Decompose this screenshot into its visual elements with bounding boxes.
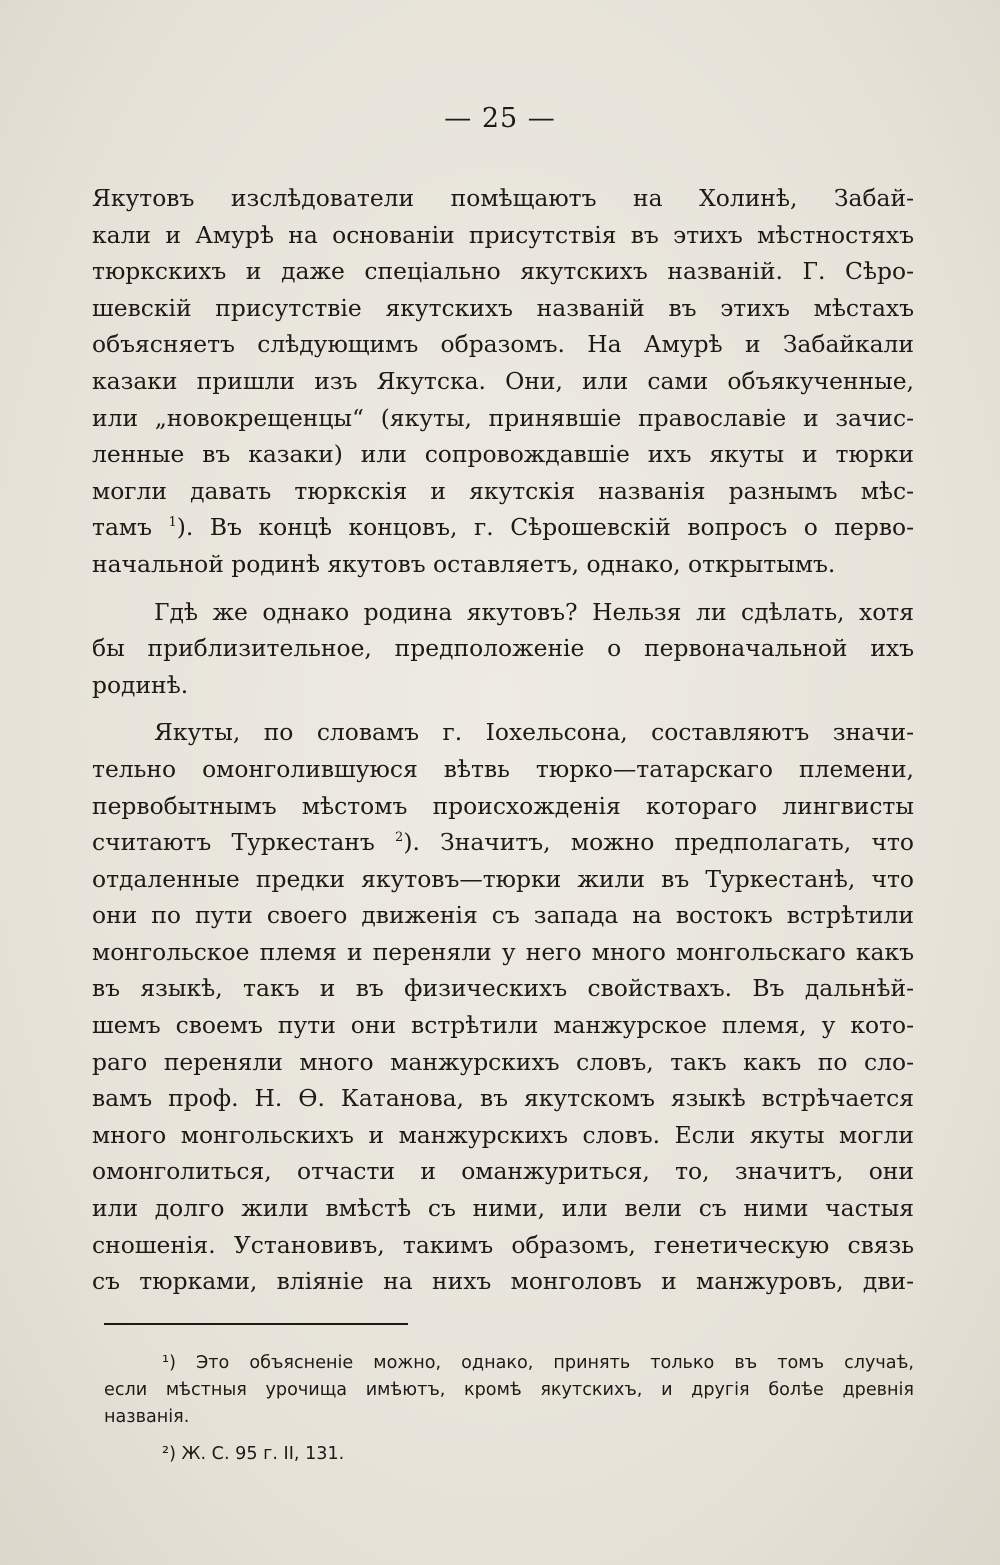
footnote-ref-2: 2	[395, 830, 404, 846]
text-line: они по пути своего движенія съ запада на востокъ встрѣтили	[92, 901, 914, 930]
text-line: много монгольскихъ и манжурскихъ словъ. Если якуты могли	[92, 1120, 914, 1149]
text-fragment: ). Въ концѣ концовъ, г. Сѣрошевскій вопросъ о перво-	[176, 513, 914, 542]
footnote-ref-1: 1	[168, 515, 177, 531]
text-line: шевскій присутствіе якутскихъ названій въ этихъ мѣстахъ	[92, 293, 914, 322]
text-line: раго переняли много манжурскихъ словъ, такъ какъ по сло-	[92, 1047, 914, 1076]
body-text	[92, 180, 914, 1300]
text-fragment: тамъ	[92, 513, 169, 542]
text-line: казаки пришли изъ Якутска. Они, или сами объякученные,	[92, 366, 914, 395]
text-line: начальной родинѣ якутовъ оставляетъ, однако, открытымъ.	[92, 549, 836, 578]
text-line: тюркскихъ и даже спеціально якутскихъ названій. Г. Сѣро-	[92, 257, 914, 286]
footnote-line: названія.	[104, 1407, 190, 1427]
text-line: Якуты, по словамъ г. Іохельсона, составляютъ значи-	[154, 718, 914, 747]
text-line: съ тюрками, вліяніе на нихъ монголовъ и манжуровъ, дви-	[92, 1267, 914, 1296]
text-line-with-footnote-ref	[92, 509, 914, 546]
footnote-text: ) Это объясненіе можно, однако, принять только въ томъ случаѣ,	[169, 1353, 914, 1373]
footnotes	[104, 1350, 914, 1468]
text-line: тельно омонголившуюся вѣтвь тюрко—татарскаго племени,	[92, 754, 914, 783]
text-fragment: ). Значитъ, можно предполагать, что	[403, 828, 914, 857]
text-line: монгольское племя и переняли у него много монгольскаго какъ	[92, 937, 914, 966]
footnote-1	[104, 1350, 914, 1377]
text-line: сношенія. Установивъ, такимъ образомъ, генетическую связь	[92, 1230, 914, 1259]
text-line: бы приблизительное, предположеніе о первоначальной ихъ	[92, 634, 914, 663]
text-line: первобытнымъ мѣстомъ происхожденія котораго лингвисты	[92, 791, 914, 820]
text-line: родинѣ.	[92, 670, 189, 699]
footnote-text: ) Ж. С. 95 г. II, 131.	[169, 1444, 345, 1464]
text-line: или долго жили вмѣстѣ съ ними, или вели съ ними частыя	[92, 1194, 914, 1223]
page-number: — 25 —	[444, 103, 556, 134]
footnote-line: если мѣстныя урочища имѣютъ, кромѣ якутскихъ, и другія болѣе древнія	[104, 1380, 914, 1400]
text-line: отдаленные предки якутовъ—тюрки жили въ Туркестанѣ, что	[92, 864, 914, 893]
text-line: Якутовъ изслѣдователи помѣщаютъ на Холинѣ, Забай-	[92, 184, 914, 212]
text-line: объясняетъ слѣдующимъ образомъ. На Амурѣ и Забайкали	[92, 330, 914, 359]
text-fragment: считаютъ Туркестанъ	[92, 828, 396, 857]
text-line: шемъ своемъ пути они встрѣтили манжурское племя, у кото-	[92, 1011, 914, 1040]
footnote-mark: ²	[162, 1444, 170, 1464]
footnote-mark: ¹	[162, 1353, 170, 1373]
text-line: кали и Амурѣ на основаніи присутствія въ этихъ мѣстностяхъ	[92, 220, 914, 249]
text-line: вамъ проф. Н. Ѳ. Катанова, въ якутскомъ языкѣ встрѣчается	[92, 1084, 914, 1113]
text-line-with-footnote-ref	[92, 824, 914, 861]
text-line: Гдѣ же однако родина якутовъ? Нельзя ли сдѣлать, хотя	[154, 597, 914, 626]
footnote-2	[104, 1441, 914, 1468]
text-line: или „новокрещенцы“ (якуты, принявшіе православіе и зачис-	[92, 403, 914, 432]
text-line: омонголиться, отчасти и оманжуриться, то, значитъ, они	[92, 1157, 914, 1186]
footnote-divider	[104, 1323, 408, 1325]
text-line: могли давать тюркскія и якутскія названія разнымъ мѣс-	[92, 476, 914, 505]
text-line: ленные въ казаки) или сопровождавшіе ихъ якуты и тюрки	[92, 440, 914, 469]
text-line: въ языкѣ, такъ и въ физическихъ свойствахъ. Въ дальнѣй-	[92, 974, 914, 1003]
